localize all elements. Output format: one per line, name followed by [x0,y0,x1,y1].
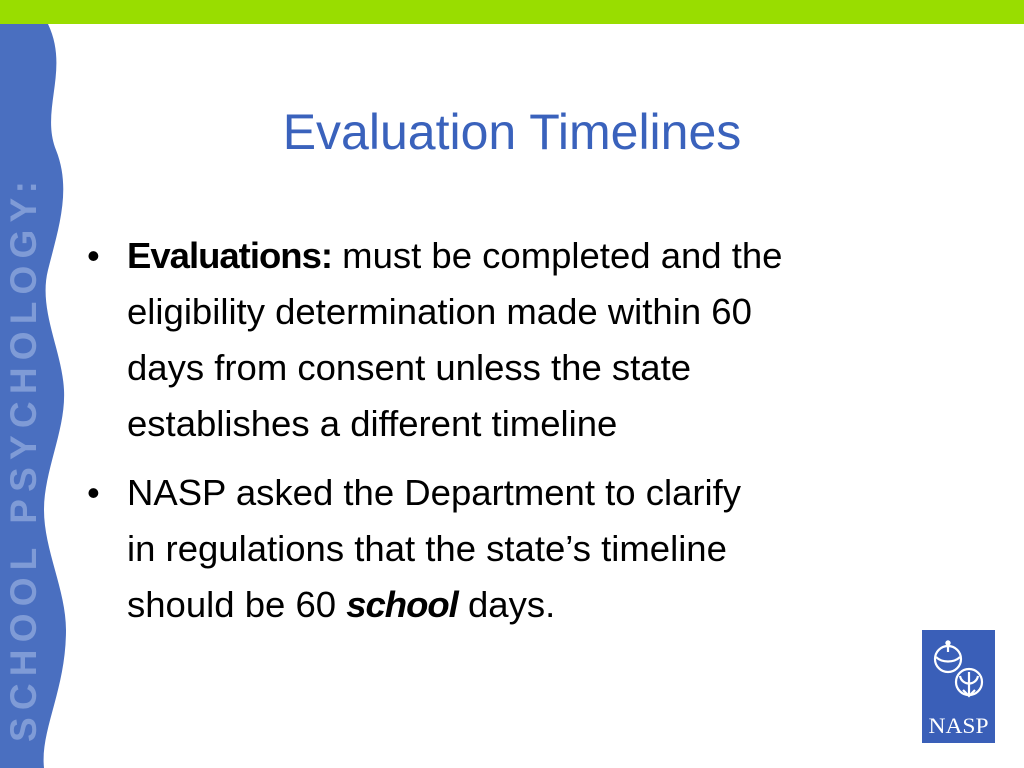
nasp-logo-text: NASP [928,713,989,738]
bullet-line: must be completed and the [332,235,783,276]
school-psychology-text: SCHOOL PSYCHOLOGY: [3,173,44,742]
bullet-lead: Evaluations: [127,235,333,276]
bullet-line: days from consent unless the state [127,347,692,388]
bullet-line: in regulations that the state’s timeline [127,528,727,569]
bullet-tail: days. [457,584,556,625]
bullet-nasp [85,465,965,633]
slide-title: Evaluation Timelines [282,104,742,160]
bullet-dot-icon: • [87,472,100,513]
bullet-line: NASP asked the Department to clarify [127,472,742,513]
top-accent-bar [0,0,1024,24]
nasp-logo [922,630,995,743]
side-vertical-text [0,0,80,768]
bullet-line: establishes a different timeline [127,403,618,444]
bullet-line: should be 60 [127,584,347,625]
emphasis-school: school [346,584,458,625]
bullet-evaluations [85,228,965,452]
bullet-list [85,228,965,646]
bullet-dot-icon: • [87,235,100,276]
bullet-line: eligibility determination made within 60 [127,291,752,332]
